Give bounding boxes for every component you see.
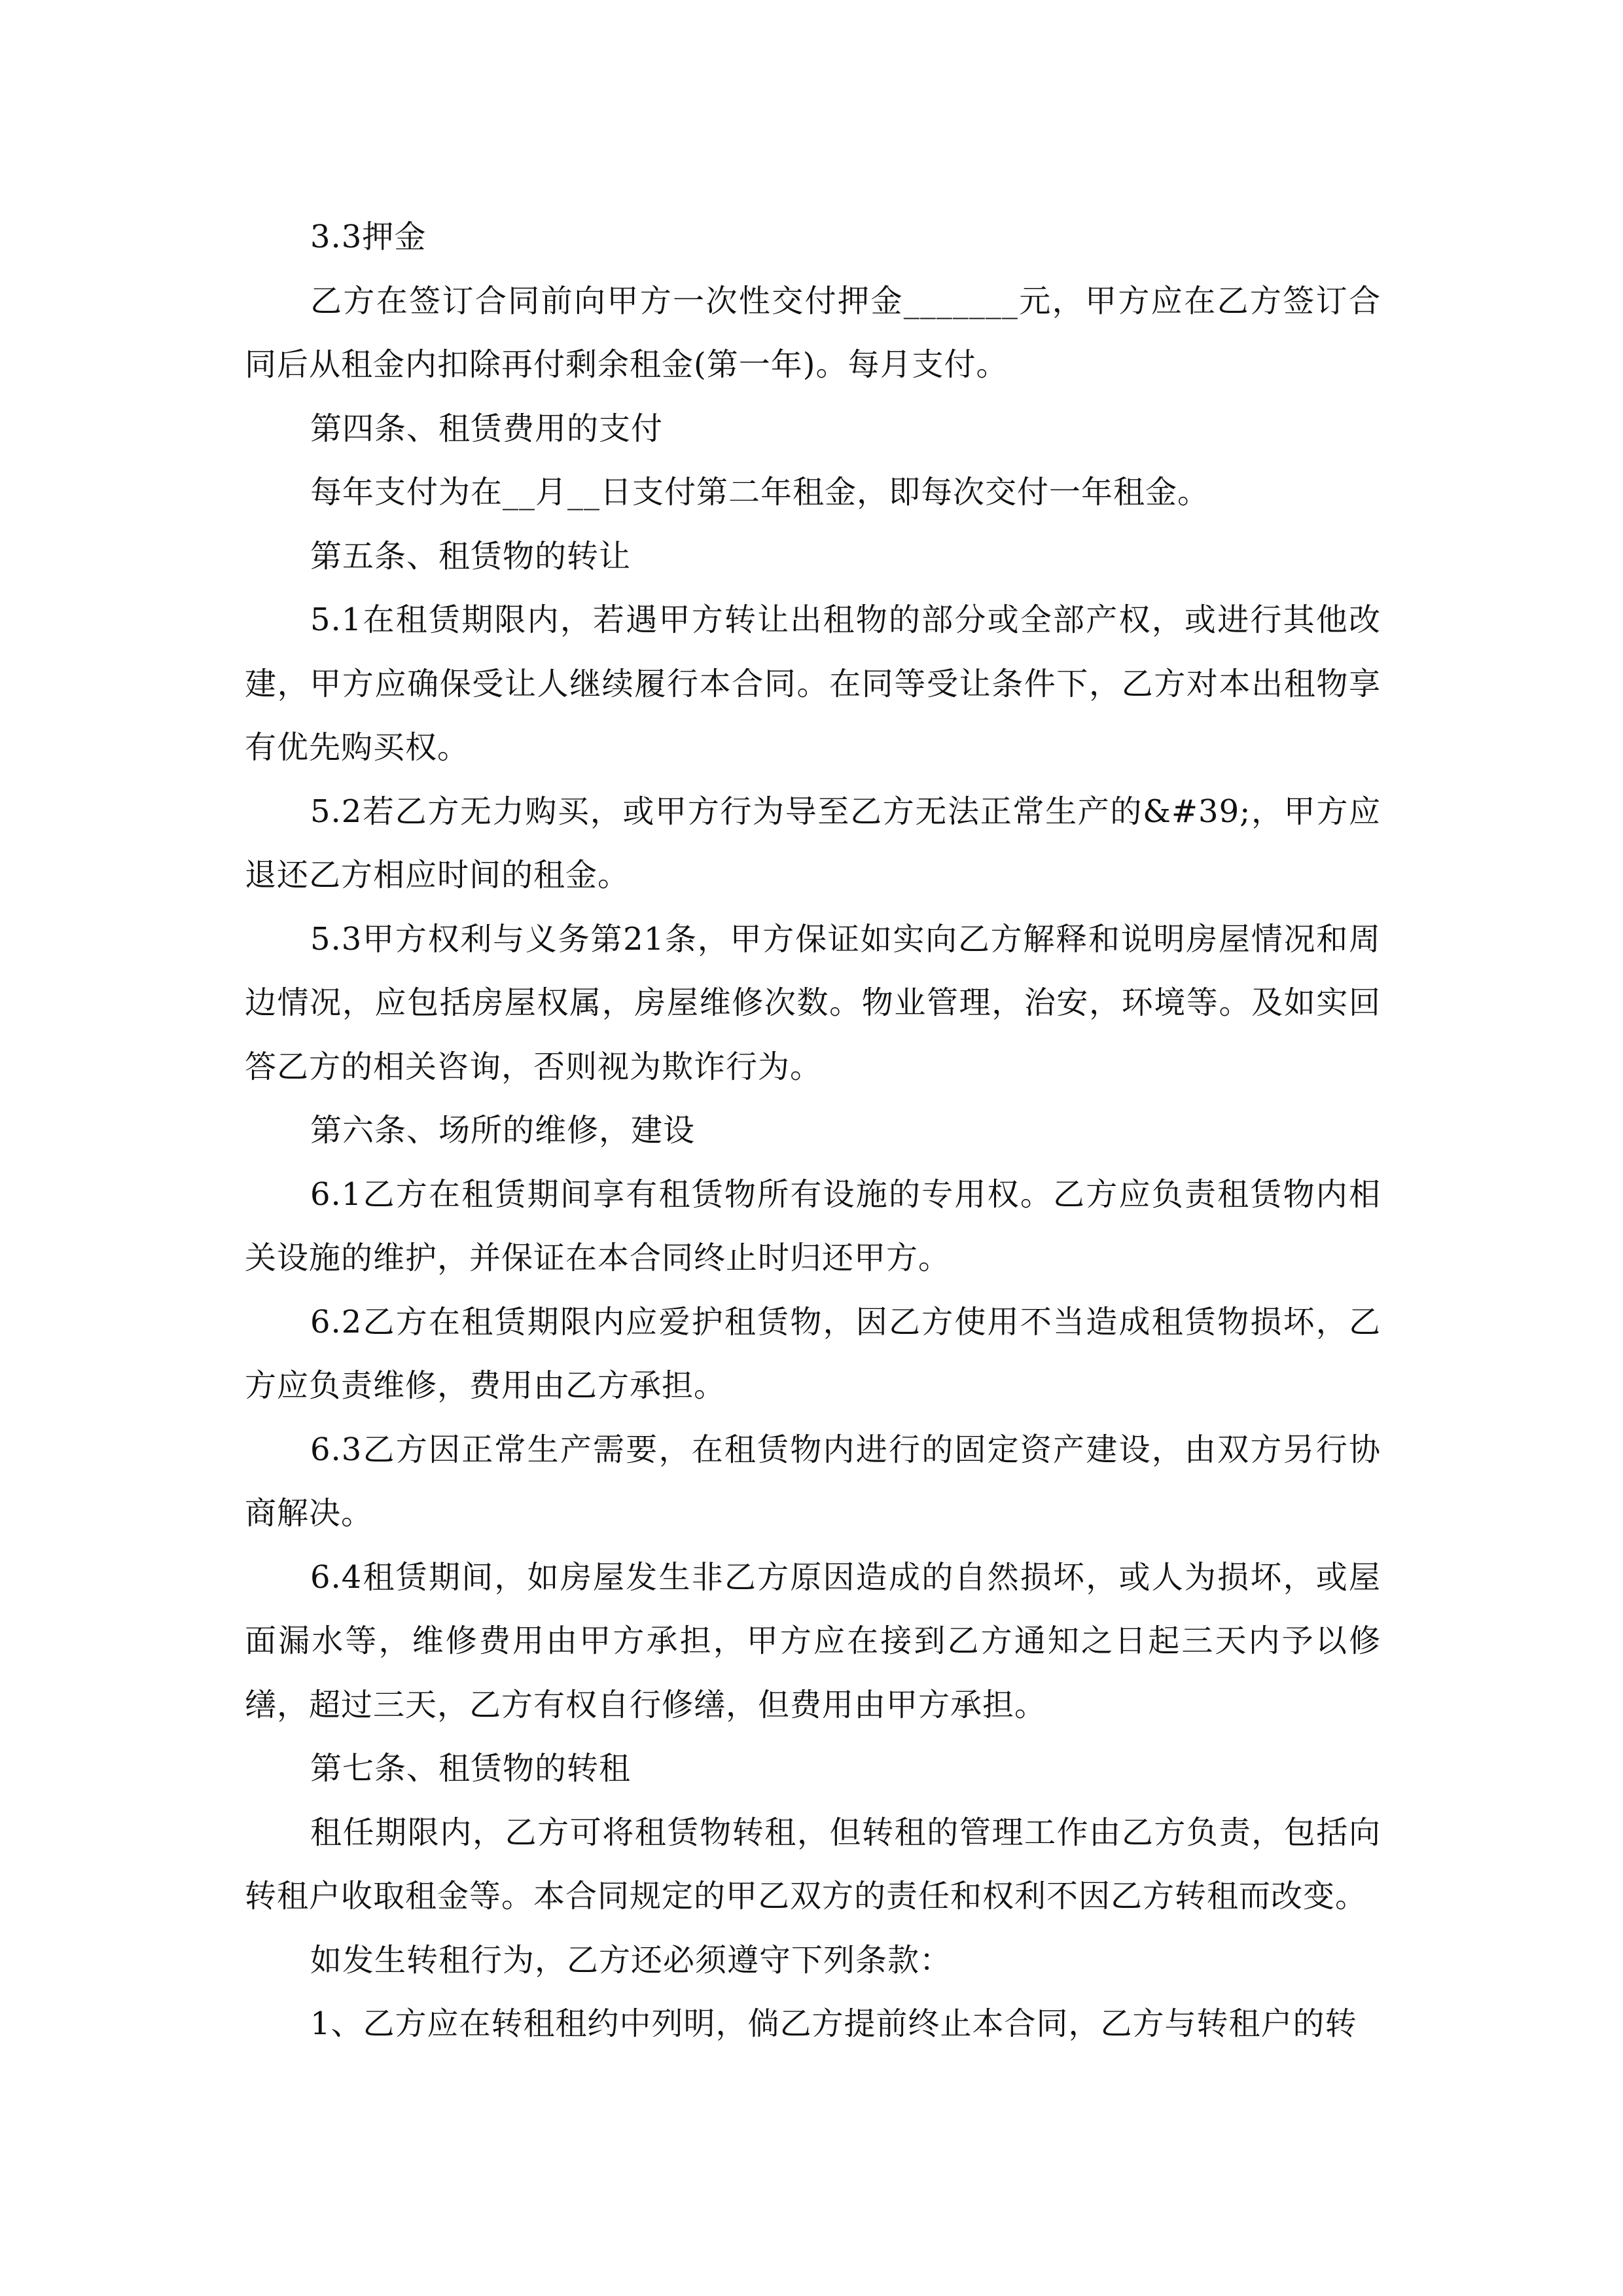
paragraph: 5.1在租赁期限内，若遇甲方转让出租物的部分或全部产权，或进行其他改建，甲方应确保受让人继续履行本合同。在同等受让条件下，乙方对本出租物享有优先购买权。: [245, 601, 1381, 766]
paragraph: 乙方在签订合同前向甲方一次性交付押金_______元，甲方应在乙方签订合同后从租金内扣除再付剩余租金(第一年)。每月支付。: [245, 282, 1381, 383]
paragraph: 6.4租赁期间，如房屋发生非乙方原因造成的自然损坏，或人为损坏，或屋面漏水等，维修费用由甲方承担，甲方应在接到乙方通知之日起三天内予以修缮，超过三天，乙方有权自行修缮，但费用由甲方承担。: [245, 1558, 1381, 1723]
paragraph: 5.3甲方权利与义务第21条，甲方保证如实向乙方解释和说明房屋情况和周边情况，应包括房屋权属，房屋维修次数。物业管理，治安，环境等。及如实回答乙方的相关咨询，否则视为欺诈行为。: [245, 920, 1381, 1085]
paragraph: 如发生转租行为，乙方还必须遵守下列条款：: [310, 1941, 952, 1979]
section-heading: 第七条、租赁物的转租: [310, 1750, 632, 1787]
paragraph: 1、乙方应在转租租约中列明，倘乙方提前终止本合同，乙方与转租户的转: [310, 2005, 1357, 2042]
paragraph: 6.1乙方在租赁期间享有租赁物所有设施的专用权。乙方应负责租赁物内相关设施的维护，并保证在本合同终止时归还甲方。: [245, 1175, 1381, 1276]
contract-body: [245, 206, 1381, 2056]
section-heading: 第六条、场所的维修，建设: [310, 1112, 696, 1149]
section-heading: 3.3押金: [310, 219, 427, 255]
paragraph: 6.2乙方在租赁期限内应爱护租赁物，因乙方使用不当造成租赁物损坏，乙方应负责维修，费用由乙方承担。: [245, 1303, 1381, 1404]
section-heading: 第四条、租赁费用的支付: [310, 410, 664, 447]
paragraph: 5.2若乙方无力购买，或甲方行为导至乙方无法正常生产的&#39;，甲方应退还乙方相应时间的租金。: [245, 793, 1381, 893]
section-heading: 第五条、租赁物的转让: [310, 537, 632, 575]
paragraph: 每年支付为在__月__日支付第二年租金，即每次交付一年租金。: [310, 474, 1210, 511]
paragraph: 租任期限内，乙方可将租赁物转租，但转租的管理工作由乙方负责，包括向转租户收取租金等。本合同规定的甲乙双方的责任和权利不因乙方转租而改变。: [245, 1814, 1381, 1914]
paragraph: 6.3乙方因正常生产需要，在租赁物内进行的固定资产建设，由双方另行协商解决。: [245, 1431, 1381, 1532]
